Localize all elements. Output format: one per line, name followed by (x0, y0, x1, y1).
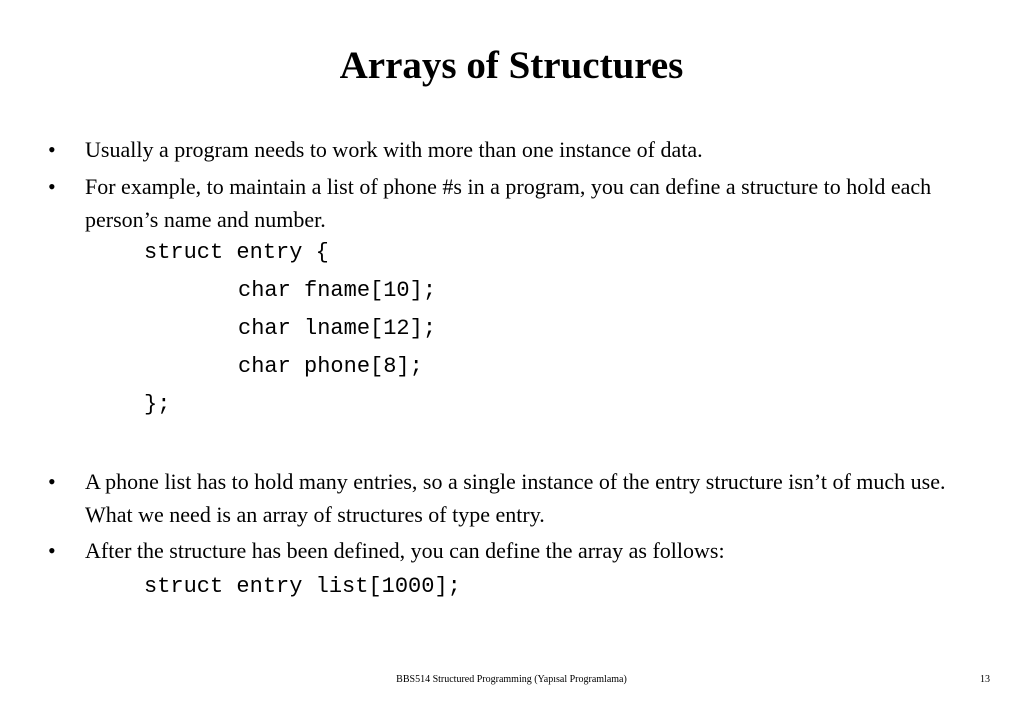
code-line: }; (144, 392, 171, 417)
bullet-dot: • (48, 538, 56, 563)
bullet-item (48, 133, 998, 166)
bullet-dot: • (48, 137, 56, 162)
bullet-item (48, 465, 998, 531)
bullet-item (48, 170, 998, 236)
code-line: char lname[12]; (238, 316, 437, 341)
bullet-text: Usually a program needs to work with more than one instance of data. (85, 137, 703, 162)
page-number: 13 (980, 674, 990, 685)
bullet-text: After the structure has been defined, you can define the array as follows: (85, 538, 725, 563)
code-line: char fname[10]; (238, 278, 437, 303)
slide-title: Arrays of Structures (339, 44, 684, 87)
bullet-dot: • (48, 469, 56, 494)
bullet-text: A phone list has to hold many entries, so a single instance of the entry structure isn’t of much use. What we need is an array of structures of type entry. (85, 469, 946, 527)
array-declaration-code: struct entry list[1000]; (144, 574, 461, 599)
bullet-dot: • (48, 174, 56, 199)
bullet-item (48, 534, 998, 567)
code-line: char phone[8]; (238, 354, 423, 379)
bullet-text: For example, to maintain a list of phone #s in a program, you can define a structure to hold each person’s name and number. (85, 174, 932, 232)
code-line: struct entry { (144, 240, 329, 265)
footer-text: BBS514 Structured Programming (Yapısal Programlama) (396, 674, 627, 685)
